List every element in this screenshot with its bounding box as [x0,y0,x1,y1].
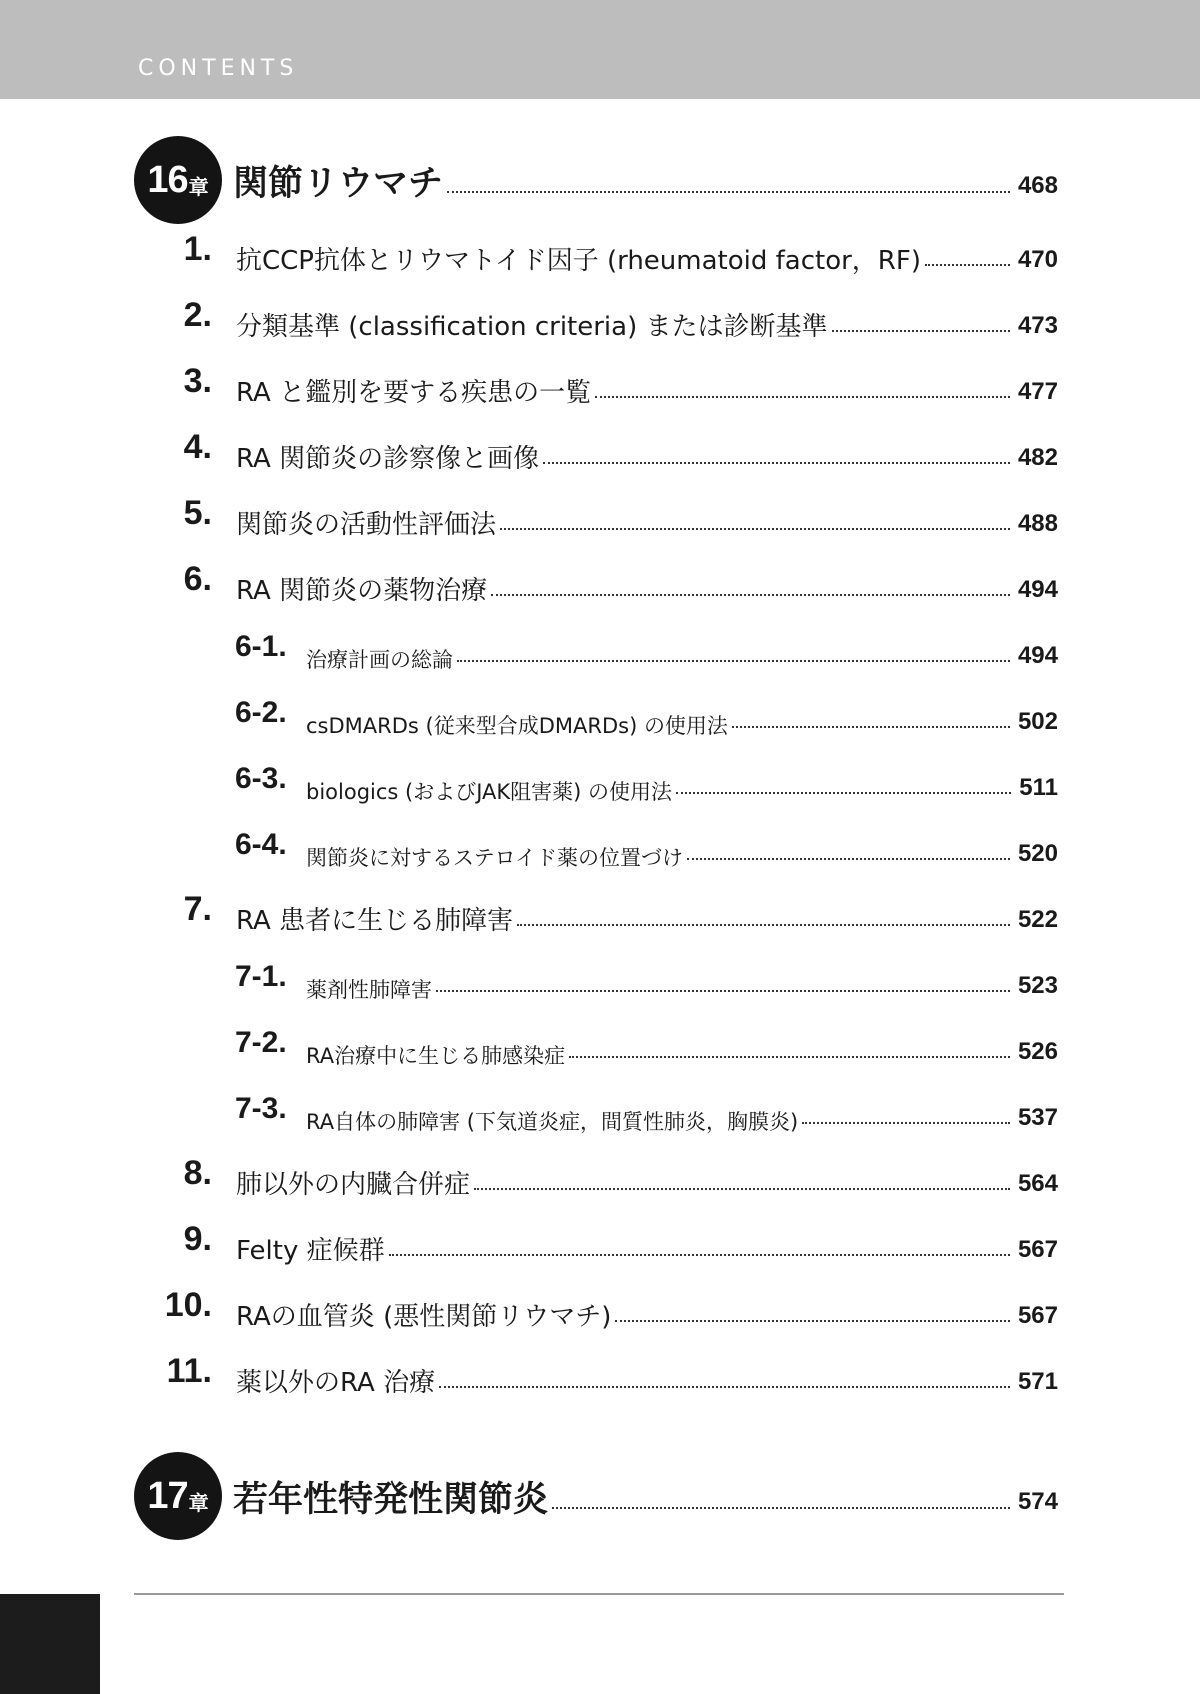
chapter-badge [134,136,222,224]
leader-dots [500,528,1010,530]
leader-dots [925,264,1010,266]
chapter-page-number: 574 [1017,1488,1058,1515]
section-title: Felty 症候群 [236,1236,385,1266]
subsection-number: 7-1. [235,960,287,993]
page-number: 523 [1017,972,1058,999]
chapter-number: 17 [147,1474,188,1517]
footer-rule [134,1593,1064,1595]
page-number: 522 [1017,906,1058,933]
leader-dots [615,1320,1010,1322]
subsection-number: 7-2. [235,1026,287,1059]
section-row[interactable] [0,1152,1200,1202]
section-title: 分類基準 (classification criteria) または診断基準 [236,312,828,342]
page-number: 477 [1017,378,1058,405]
page-number: 494 [1017,576,1058,603]
leader-dots [832,330,1010,332]
subsection-number: 6-4. [235,828,287,861]
section-number: 5. [183,494,212,532]
page-number: 470 [1017,246,1058,273]
subsection-row[interactable] [0,756,1200,806]
leader-dots [543,462,1010,464]
page-number: 571 [1017,1368,1058,1395]
chapter-suffix: 章 [188,174,209,199]
corner-block [0,1594,100,1694]
leader-dots [687,858,1010,860]
page-number: 520 [1017,840,1058,867]
section-row[interactable] [0,1350,1200,1400]
section-title: 抗CCP抗体とリウマトイド因子 (rheumatoid factor，RF) [236,246,921,276]
section-row[interactable] [0,228,1200,278]
subsection-title: csDMARDs (従来型合成DMARDs) の使用法 [306,714,728,738]
subsection-row[interactable] [0,624,1200,674]
section-title: 薬以外のRA 治療 [236,1368,436,1398]
page-number: 537 [1017,1104,1058,1131]
subsection-row[interactable] [0,954,1200,1004]
section-row[interactable] [0,888,1200,938]
page-number: 502 [1017,708,1058,735]
section-row[interactable] [0,558,1200,608]
section-title: 肺以外の内臓合併症 [236,1170,471,1200]
subsection-number: 6-1. [235,630,287,663]
section-number: 1. [183,230,212,268]
subsection-title: RA自体の肺障害 (下気道炎症，間質性肺炎，胸膜炎) [306,1110,799,1134]
leader-dots [802,1122,1010,1124]
chapter-title: 若年性特発性関節炎 [233,1480,549,1520]
section-title: RAの血管炎 (悪性関節リウマチ) [236,1302,612,1332]
subsection-row[interactable] [0,1086,1200,1136]
chapter-number: 16 [147,158,188,201]
page-number: 488 [1017,510,1058,537]
chapter-title: 関節リウマチ [233,164,444,204]
subsection-row[interactable] [0,822,1200,872]
subsection-row[interactable] [0,1020,1200,1070]
section-title: RA と鑑別を要する疾患の一覧 [236,378,592,408]
section-number: 9. [183,1220,212,1258]
section-row[interactable] [0,1218,1200,1268]
subsection-title: 治療計画の総論 [306,648,453,672]
subsection-title: RA治療中に生じる肺感染症 [306,1044,566,1068]
subsection-title: biologics (およびJAK阻害薬) の使用法 [306,780,673,804]
leader-dots [389,1254,1010,1256]
leader-dots [447,191,1010,193]
page-number: 473 [1017,312,1058,339]
subsection-number: 6-2. [235,696,287,729]
page-number: 482 [1017,444,1058,471]
leader-dots [595,396,1010,398]
page-number: 567 [1017,1302,1058,1329]
leader-dots [491,594,1010,596]
section-number: 6. [183,560,212,598]
section-title: 関節炎の活動性評価法 [236,510,497,540]
chapter-row[interactable] [0,136,1200,216]
page-number: 564 [1017,1170,1058,1197]
header-label: CONTENTS [138,56,299,81]
section-row[interactable] [0,294,1200,344]
section-number: 8. [183,1154,212,1192]
chapter-suffix: 章 [188,1490,209,1515]
subsection-row[interactable] [0,690,1200,740]
section-number: 11. [166,1352,212,1390]
chapter-page-number: 468 [1017,172,1058,199]
subsection-title: 薬剤性肺障害 [306,978,432,1002]
section-number: 2. [183,296,212,334]
leader-dots [676,792,1011,794]
subsection-number: 7-3. [235,1092,287,1125]
subsection-title: 関節炎に対するステロイド薬の位置づけ [306,846,683,870]
page-number: 526 [1017,1038,1058,1065]
section-number: 4. [183,428,212,466]
leader-dots [552,1507,1010,1509]
section-title: RA 患者に生じる肺障害 [236,906,514,936]
leader-dots [457,660,1010,662]
leader-dots [517,924,1010,926]
section-number: 3. [183,362,212,400]
leader-dots [474,1188,1010,1190]
page-number: 567 [1017,1236,1058,1263]
leader-dots [436,990,1010,992]
section-number: 7. [183,890,212,928]
chapter-badge [134,1452,222,1540]
leader-dots [732,726,1010,728]
section-title: RA 関節炎の診察像と画像 [236,444,540,474]
leader-dots [439,1386,1010,1388]
section-row[interactable] [0,426,1200,476]
subsection-number: 6-3. [235,762,287,795]
page-number: 494 [1017,642,1058,669]
section-title: RA 関節炎の薬物治療 [236,576,488,606]
page-number: 511 [1019,774,1058,801]
section-row[interactable] [0,492,1200,542]
leader-dots [569,1056,1010,1058]
section-row[interactable] [0,360,1200,410]
section-number: 10. [164,1286,212,1324]
section-row[interactable] [0,1284,1200,1334]
chapter-row[interactable] [0,1452,1200,1532]
